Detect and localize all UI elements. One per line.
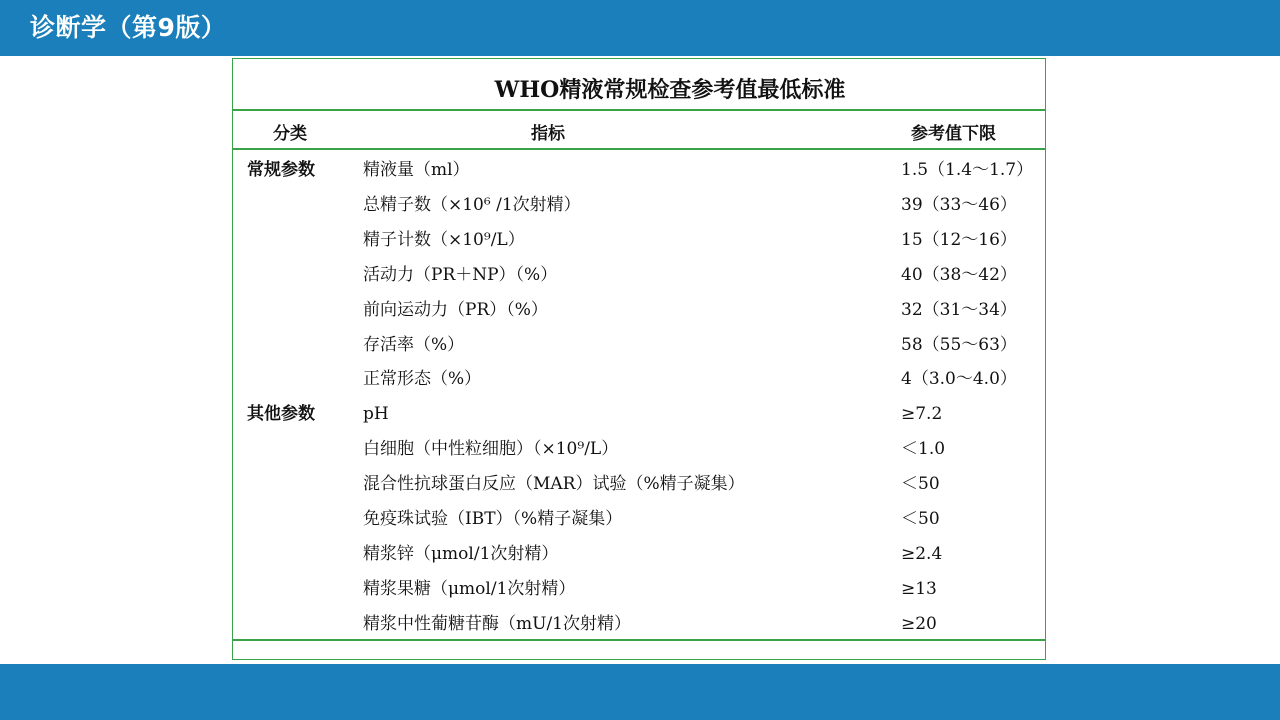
row-indicator: 混合性抗球蛋白反应（MAR）试验（%精子凝集） bbox=[363, 474, 745, 495]
row-reference-value: 15（12～16） bbox=[901, 229, 1017, 250]
row-reference-value: ≥2.4 bbox=[901, 543, 943, 564]
row-indicator: 精浆锌（μmol/1次射精） bbox=[363, 543, 559, 564]
row-indicator: 精子计数（×10⁹/L） bbox=[363, 229, 525, 250]
row-reference-value: 4（3.0～4.0） bbox=[901, 369, 1017, 390]
table-row bbox=[233, 537, 1045, 571]
row-indicator: 免疫珠试验（IBT）（%精子凝集） bbox=[363, 509, 623, 529]
table-bottom-rule bbox=[233, 639, 1045, 641]
row-indicator: 前向运动力（PR）（%） bbox=[363, 299, 548, 320]
row-indicator: 总精子数（×10⁶ /1次射精） bbox=[363, 194, 581, 215]
table-row bbox=[233, 432, 1045, 466]
row-indicator: 活动力（PR＋NP）（%） bbox=[363, 264, 558, 285]
table-row bbox=[233, 258, 1045, 292]
row-reference-value: 1.5（1.4～1.7） bbox=[901, 160, 1034, 180]
table-row bbox=[233, 293, 1045, 327]
table-row bbox=[233, 153, 1045, 187]
row-indicator: 精浆中性葡糖苷酶（mU/1次射精） bbox=[363, 613, 631, 634]
row-reference-value: 39（33～46） bbox=[901, 194, 1017, 215]
column-header-category: 分类 bbox=[273, 124, 307, 144]
row-reference-value: ＜50 bbox=[901, 474, 940, 495]
table-row bbox=[233, 223, 1045, 257]
row-reference-value: ＜50 bbox=[901, 509, 940, 529]
row-reference-value: ≥20 bbox=[901, 613, 937, 634]
row-reference-value: ＜1.0 bbox=[901, 439, 946, 460]
reference-table bbox=[232, 58, 1046, 660]
table-row bbox=[233, 467, 1045, 501]
row-indicator: 精浆果糖（μmol/1次射精） bbox=[363, 578, 576, 599]
table-row bbox=[233, 397, 1045, 431]
row-indicator: 存活率（%） bbox=[363, 334, 465, 355]
column-header-indicator: 指标 bbox=[531, 124, 565, 144]
header-bottom-rule bbox=[233, 148, 1045, 150]
row-category: 常规参数 bbox=[247, 160, 315, 180]
row-reference-value: 32（31～34） bbox=[901, 299, 1017, 320]
bottom-banner bbox=[0, 664, 1280, 720]
row-indicator: 白细胞（中性粒细胞）（×10⁹/L） bbox=[363, 439, 619, 460]
row-category: 其他参数 bbox=[247, 404, 315, 425]
column-header-reference: 参考值下限 bbox=[911, 124, 996, 144]
row-indicator: pH bbox=[363, 404, 389, 425]
table-row bbox=[233, 607, 1045, 641]
table-row bbox=[233, 328, 1045, 362]
row-reference-value: 58（55～63） bbox=[901, 334, 1017, 355]
row-reference-value: 40（38～42） bbox=[901, 264, 1017, 285]
table-row bbox=[233, 188, 1045, 222]
table-row bbox=[233, 362, 1045, 396]
row-indicator: 精液量（ml） bbox=[363, 160, 470, 180]
page-title: 诊断学（第9版） bbox=[30, 13, 227, 42]
table-top-rule bbox=[233, 109, 1045, 111]
table-row bbox=[233, 502, 1045, 536]
row-indicator: 正常形态（%） bbox=[363, 369, 482, 390]
table-row bbox=[233, 572, 1045, 606]
row-reference-value: ≥13 bbox=[901, 578, 937, 599]
top-banner bbox=[0, 0, 1280, 56]
row-reference-value: ≥7.2 bbox=[901, 404, 943, 425]
table-title: WHO精液常规检查参考值最低标准 bbox=[494, 77, 846, 103]
